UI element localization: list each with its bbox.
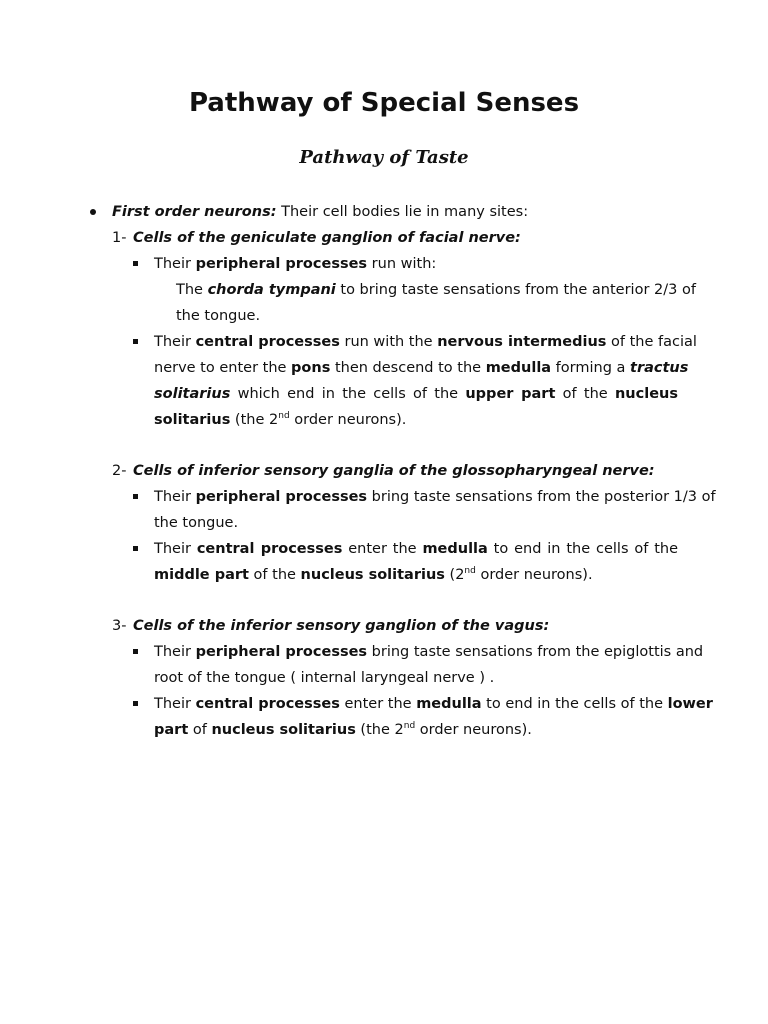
page-title: Pathway of Special Senses [188, 88, 580, 118]
square-bullet [133, 546, 138, 551]
intro-label: First order neurons: [112, 204, 277, 220]
square-bullet [133, 701, 138, 706]
list-item-line: part of nucleus solitarius (the 2nd order neurons). [154, 721, 532, 738]
square-bullet [133, 494, 138, 499]
square-bullet [133, 339, 138, 344]
page-subtitle: Pathway of Taste [299, 147, 469, 168]
square-bullet [133, 261, 138, 266]
list-item-line: Their central processes enter the medulla to end in the cells of the [154, 541, 678, 557]
list-item-line: solitarius which end in the cells of the upper part of the nucleus [154, 386, 678, 402]
section-number: 1- [112, 230, 127, 246]
bullet-dot [90, 209, 96, 215]
list-item-line: the tongue. [154, 515, 239, 531]
list-item-line: Their peripheral processes bring taste sensations from the posterior 1/3 of [154, 489, 716, 505]
square-bullet [133, 649, 138, 654]
list-item-line: Their central processes run with the nervous intermedius of the facial [154, 334, 697, 350]
section-heading: Cells of inferior sensory ganglia of the glossopharyngeal nerve: [133, 463, 655, 479]
list-item-line: Their peripheral processes bring taste sensations from the epiglottis and [154, 644, 704, 660]
list-item-line: Their central processes enter the medulla to end in the cells of the lower [154, 696, 713, 712]
list-item-line: middle part of the nucleus solitarius (2nd order neurons). [154, 566, 593, 583]
list-item-line: Their peripheral processes run with: [154, 256, 437, 272]
list-item-line: The chorda tympani to bring taste sensations from the anterior 2/3 of [176, 282, 696, 298]
list-item-line: the tongue. [176, 308, 261, 324]
intro-line [112, 199, 528, 225]
section-number: 3- [112, 618, 127, 634]
list-item-line: root of the tongue ( internal laryngeal nerve ) . [154, 670, 495, 686]
section-number: 2- [112, 463, 127, 479]
list-item-line: solitarius (the 2nd order neurons). [154, 411, 407, 428]
intro-text: Their cell bodies lie in many sites: [276, 204, 529, 220]
section-heading: Cells of the inferior sensory ganglion of the vagus: [133, 618, 550, 634]
list-item-line: nerve to enter the pons then descend to the medulla forming a tractus [154, 360, 689, 376]
section-heading: Cells of the geniculate ganglion of facial nerve: [133, 230, 521, 246]
